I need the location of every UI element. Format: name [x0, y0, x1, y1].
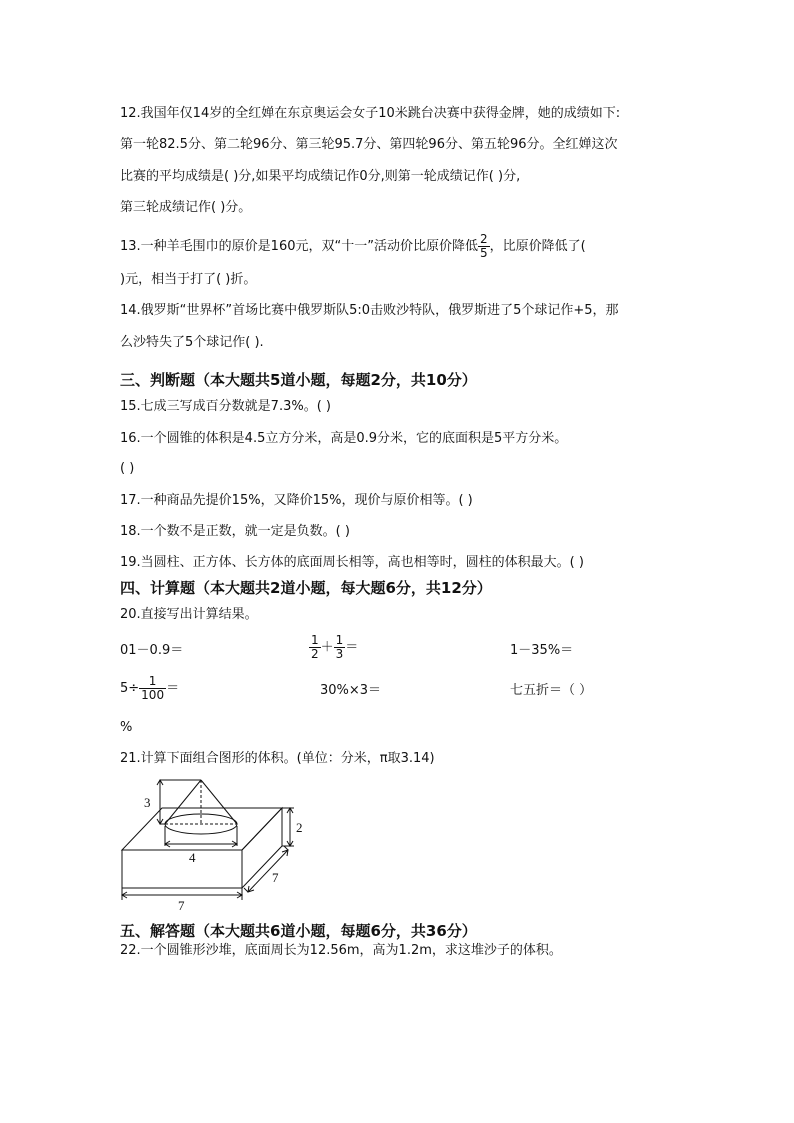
q21-figure: [112, 774, 312, 914]
q21-text: 21.计算下面组合图形的体积。(单位：分米，π取3.14): [120, 751, 435, 766]
q20-expr-2-eq: ＝: [345, 640, 359, 655]
q13-line1: [120, 233, 586, 260]
prism-depth-guide-bottom: [244, 888, 248, 892]
cone-side-left: [165, 780, 201, 824]
label-cone-height: 3: [144, 795, 151, 810]
q20-expr-2-frac2: [334, 634, 346, 661]
q20-expr-2-frac2-num: 1: [335, 633, 344, 647]
q18: 18.一个数不是正数，就一定是负数。( ): [120, 524, 350, 539]
q17: 17.一种商品先提价15%，又降价15%，现价与原价相等。( ): [120, 493, 473, 508]
label-prism-height: 2: [296, 820, 303, 835]
q20-percent: %: [120, 720, 133, 735]
q13-line2: )元，相当于打了( )折。: [120, 272, 257, 287]
q16-line1: 16.一个圆锥的体积是4.5立方分米，高是0.9分米，它的底面积是5平方分米。: [120, 431, 568, 446]
q20-expr-2-frac2-den: 3: [335, 647, 344, 661]
q20-expr-4-frac-den: 100: [141, 688, 165, 702]
prism-front-face: [122, 850, 242, 888]
q12-line2: 第一轮82.5分、第二轮96分、第三轮95.7分、第四轮96分、第五轮96分。全红婵这次: [120, 137, 618, 152]
q20-expr-4-pre: 5÷: [120, 681, 140, 696]
q13-fraction: [478, 233, 490, 260]
q20-expr-2-frac1-num: 1: [311, 633, 319, 647]
cone-side-right: [201, 780, 237, 824]
q12-line4: 第三轮成绩记作( )分。: [120, 200, 252, 215]
q20-expr-3: 1－35%＝: [510, 643, 574, 658]
q15: 15.七成三写成百分数就是7.3%。( ): [120, 399, 331, 414]
q13-text-a: 13.一种羊毛围巾的原价是160元，双“十一”活动价比原价降低: [120, 239, 478, 254]
prism-depth-guide-top: [284, 846, 288, 850]
q14-line2: 么沙特失了5个球记作( ).: [120, 335, 264, 350]
section3-title: 三、判断题（本大题共5道小题，每题2分，共10分）: [120, 371, 477, 389]
q16-line2: ( ): [120, 461, 135, 476]
q13-fraction-denominator: 5: [479, 246, 488, 260]
q20-expr-2: [309, 634, 358, 661]
q19: 19.当圆柱、正方体、长方体的底面周长相等，高也相等时，圆柱的体积最大。( ): [120, 555, 584, 570]
q22: 22.一个圆锥形沙堆，底面周长为12.56m，高为1.2m，求这堆沙子的体积。: [120, 943, 562, 958]
q20-expr-4-eq: ＝: [166, 681, 180, 696]
label-cone-diameter: 4: [189, 850, 196, 865]
q12-line3: 比赛的平均成绩是( )分,如果平均成绩记作0分,则第一轮成绩记作( )分,: [120, 169, 521, 184]
q20-expr-1: 01－0.9＝: [120, 643, 184, 658]
q20-expr-4-frac-num: 1: [139, 675, 166, 689]
q20-intro: 20.直接写出计算结果。: [120, 607, 258, 622]
section5-title: 五、解答题（本大题共6道小题，每题6分，共36分）: [120, 922, 477, 940]
q12-line1: 12.我国年仅14岁的全红婵在东京奥运会女子10米跳台决赛中获得金牌，她的成绩如下:: [120, 106, 621, 121]
section4-title: 四、计算题（本大题共2道小题，每大题6分，共12分）: [120, 579, 492, 597]
q20-expr-2-op: ＋: [320, 640, 334, 655]
q20-expr-2-frac1-den: 2: [311, 647, 319, 661]
label-prism-width: 7: [272, 870, 279, 885]
prism-depth-dimension: [248, 850, 288, 892]
q14-line1: 14.俄罗斯“世界杯”首场比赛中俄罗斯队5:0击败沙特队，俄罗斯进了5个球记作+5，那: [120, 303, 619, 318]
q20-expr-4-frac: [139, 675, 166, 702]
q20-expr-6: 七五折＝（ ）: [510, 683, 593, 698]
label-prism-length: 7: [178, 898, 185, 913]
q20-expr-4: [120, 675, 179, 702]
q20-expr-2-frac1: [309, 634, 321, 661]
q13-fraction-numerator: 2: [479, 232, 488, 246]
q20-expr-5: 30%×3＝: [320, 683, 382, 698]
q13-text-b: ，比原价降低了(: [489, 239, 586, 254]
